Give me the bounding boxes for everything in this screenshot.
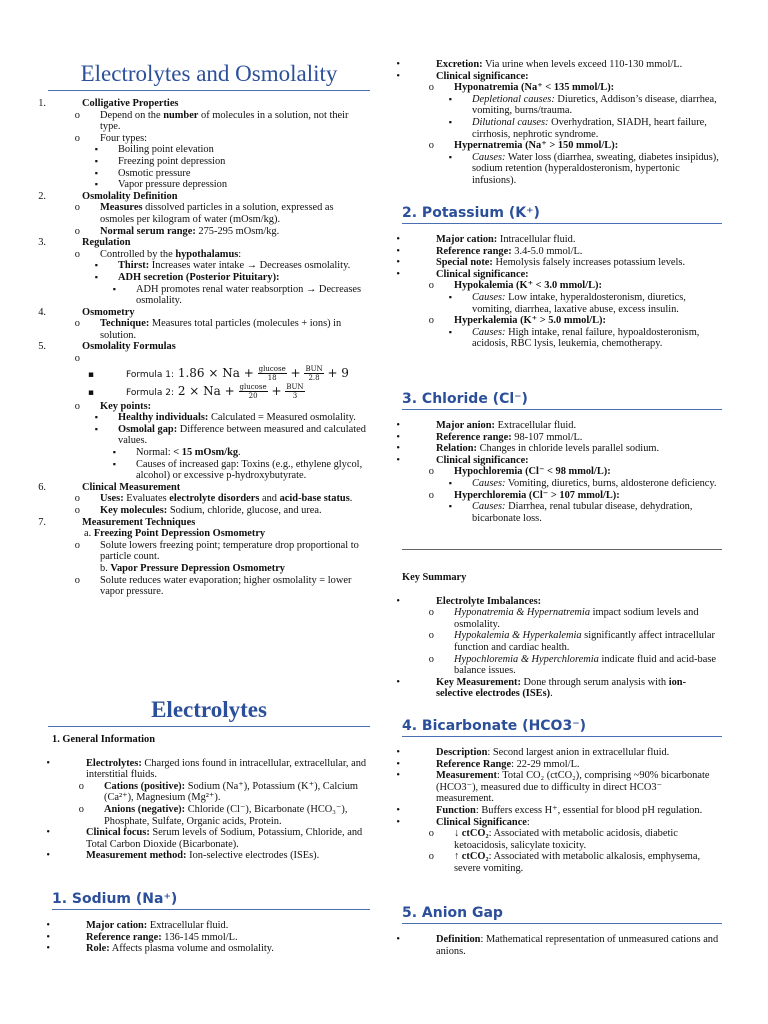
list-item: 1. Colligative Properties o Depend on the number of molecules in a solution, not their type. o Four types: ▪ Boiling point elevation ▪ Freezing point depression ▪ Osmotic pressure ▪ Vapor pressure depression xyxy=(48,98,370,191)
formula-1: ▪ Formula 1: 1.86 × Na + $\frac{\text{glucose}}{18}$ + $\frac{\text{BUN}}{2.8}$ + 9 xyxy=(82,365,370,383)
list-item: ▪ Osmotic pressure xyxy=(100,168,370,180)
list-item: o ↑ ctCO₂: Associated with metabolic alkalosis, emphysema, severe vomiting. xyxy=(436,851,722,874)
list-item: • Special note: Hemolysis falsely increases potassium levels. xyxy=(402,257,722,269)
list-item: o Hyponatremia (Na⁺ < 135 mmol/L): ▪ Depletional causes: Diuretics, Addison’s disease, diarrhea, vomiting, burns/trauma. ▪ Dilutional causes: Overhydration, SIADH, heart failure, cirrhosis, nephrotic syndrome. xyxy=(436,82,722,140)
anion-gap-heading: 5. Anion Gap xyxy=(402,904,722,924)
list-item: • Clinical significance: o Hyponatremia (Na⁺ < 135 mmol/L): ▪ Depletional causes: Diuretics, Addison’s disease, diarrhea, vomiting, burns/trauma. ▪ Dilutional causes: Overhydration, SIADH, heart failure, cirrhosis, nephrotic syndrome. o Hypernatremia (Na⁺ > 150 mmol/L): ▪ Causes: Water loss (diarrhea, sweating, diabetes insipidus), sodium retention (hyperaldosteronism, hypertonic infusions). xyxy=(402,71,722,187)
list-item: o ↓ ctCO₂: Associated with metabolic acidosis, diabetic ketoacidosis, salicylate toxicity. xyxy=(436,828,722,851)
list-item: ▪ Causes: Vomiting, diuretics, burns, aldosterone deficiency. xyxy=(454,478,722,490)
list-item: 3. Regulation o Controlled by the hypothalamus: ▪ Thirst: Increases water intake → Decreases osmolality. ▪ ADH secretion (Posterior Pituitary): ▪ ADH promotes renal water reabsorption → Decreases osmolality. xyxy=(48,237,370,307)
list-item: o Hypochloremia & Hyperchloremia indicate fluid and acid-base balance issues. xyxy=(436,654,722,677)
list-item: 7. Measurement Techniques a. Freezing Point Depression Osmometry o Solute lowers freezing point; temperature drop proportional to particle count. b. Vapor Pressure Depression Osmometry o Solute reduces water evaporation; higher osmolality = lower vapor pressure. xyxy=(48,517,370,598)
list-item: o Cations (positive): Sodium (Na⁺), Potassium (K⁺), Calcium (Ca²⁺), Magnesium (Mg²⁺). xyxy=(86,781,370,804)
list-item: o Normal serum range: 275-295 mOsm/kg. xyxy=(82,226,370,238)
list-item: o Depend on the number of molecules in a solution, not their type. xyxy=(82,110,370,133)
list-item: ▪ Dilutional causes: Overhydration, SIADH, heart failure, cirrhosis, nephrotic syndrome. xyxy=(454,117,722,140)
list-item: • Function: Buffers excess H⁺, essential for blood pH regulation. xyxy=(402,805,722,817)
osmolality-list xyxy=(38,98,370,598)
list-item: 6. Clinical Measurement o Uses: Evaluates electrolyte disorders and acid-base status. o Key molecules: Sodium, chloride, glucose, and urea. xyxy=(48,482,370,517)
list-item: ▪ ADH promotes renal water reabsorption → Decreases osmolality. xyxy=(118,284,370,307)
list-item: o Solute reduces water evaporation; higher osmolality = lower vapor pressure. xyxy=(82,575,370,598)
list-item: • Major cation: Extracellular fluid. xyxy=(52,920,370,932)
sodium-heading: 1. Sodium (Na⁺) xyxy=(52,890,370,910)
list-item: ▪ Normal: < 15 mOsm/kg. xyxy=(118,447,370,459)
list-item: o Anions (negative): Chloride (Cl⁻), Bicarbonate (HCO₃⁻), Phosphate, Sulfate, Organic acids, Protein. xyxy=(86,804,370,827)
list-item: o Hypokalemia (K⁺ < 3.0 mmol/L): ▪ Causes: Low intake, hyperaldosteronism, diuretics, vomiting, diarrhea, laxative abuse, excess insulin. xyxy=(436,280,722,315)
list-item: 5. Osmolality Formulas o ▪ Formula 1: 1.86 × Na + $\frac{\text{glucose}}{18}$ + $\frac{\text{BUN}}{2.8}$ + 9 ▪ Formula 2: 2 × Na + $\frac{\text{glucose}}{20}$ + $\frac{\text{BUN}}{3}$ o Key points: ▪ Healthy individuals: Calculated = Measured osmolality. ▪ Osmolal gap: Difference between measured and calculated values. ▪ Normal: < 15 mOsm/kg. ▪ Causes of increased gap: Toxins (e.g., ethylene glycol, alcohol) or excessive p-hydroxybutyrate. xyxy=(48,341,370,481)
list-item: ▪ Causes: Diarrhea, renal tubular disease, dehydration, bicarbonate loss. xyxy=(454,501,722,524)
list-item: ▪ Healthy individuals: Calculated = Measured osmolality. xyxy=(100,412,370,424)
list-item: • Measurement method: Ion-selective electrodes (ISEs). xyxy=(52,850,370,862)
list-item: • Role: Affects plasma volume and osmolality. xyxy=(52,943,370,955)
list-item: a. Freezing Point Depression Osmometry xyxy=(84,528,266,540)
list-item: ▪ Vapor pressure depression xyxy=(100,179,370,191)
potassium-heading: 2. Potassium (K⁺) xyxy=(402,204,722,224)
list-item: o Hyperkalemia (K⁺ > 5.0 mmol/L): ▪ Causes: High intake, renal failure, hypoaldosteronism, acidosis, RBC lysis, leukemia, chemotherapy. xyxy=(436,315,722,350)
page-title: Electrolytes and Osmolality xyxy=(48,60,370,91)
list-item: • Description: Second largest anion in extracellular fluid. xyxy=(402,747,722,759)
list-item: ▪ Causes: Low intake, hyperaldosteronism, diuretics, vomiting, diarrhea, laxative abuse, excess insulin. xyxy=(454,292,722,315)
list-item: • Definition: Mathematical representation of unmeasured cations and anions. xyxy=(402,934,722,957)
list-item: • Electrolyte Imbalances: o Hyponatremia & Hypernatremia impact sodium levels and osmolality. o Hypokalemia & Hyperkalemia significantly affect intracellular function and cardiac health. o Hypochloremia & Hyperchloremia indicate fluid and acid-base balance issues. xyxy=(402,596,722,677)
list-item: o Measures dissolved particles in a solution, expressed as osmoles per kilogram of water (mOsm/kg). xyxy=(82,202,370,225)
list-item: • Reference Range: 22-29 mmol/L. xyxy=(402,759,722,771)
list-item: ▪ ADH secretion (Posterior Pituitary): ▪ ADH promotes renal water reabsorption → Decreases osmolality. xyxy=(100,272,370,307)
list-item: 2. Osmolality Definition o Measures dissolved particles in a solution, expressed as osmoles per kilogram of water (mOsm/kg). o Normal serum range: 275-295 mOsm/kg. xyxy=(48,191,370,237)
list-item: o Hypochloremia (Cl⁻ < 98 mmol/L): ▪ Causes: Vomiting, diuretics, burns, aldosterone deficiency. xyxy=(436,466,722,489)
chloride-heading: 3. Chloride (Cl⁻) xyxy=(402,390,722,410)
list-item: o Hypokalemia & Hyperkalemia significantly affect intracellular function and cardiac health. xyxy=(436,630,722,653)
formula-2: ▪ Formula 2: 2 × Na + $\frac{\text{glucose}}{20}$ + $\frac{\text{BUN}}{3}$ xyxy=(82,383,370,401)
list-item: • Excretion: Via urine when levels exceed 110-130 mmol/L. xyxy=(402,59,722,71)
list-item: 4. Osmometry o Technique: Measures total particles (molecules + ions) in solution. xyxy=(48,307,370,342)
list-item: • Relation: Changes in chloride levels parallel sodium. xyxy=(402,443,722,455)
list-item: o Solute lowers freezing point; temperature drop proportional to particle count. b. Vapor Pressure Depression Osmometry xyxy=(82,540,370,575)
list-item: ▪ Osmolal gap: Difference between measured and calculated values. ▪ Normal: < 15 mOsm/kg. ▪ Causes of increased gap: Toxins (e.g., ethylene glycol, alcohol) or excessive p-hydroxybutyrate. xyxy=(100,424,370,482)
list-item: • Clinical focus: Serum levels of Sodium, Potassium, Chloride, and Total Carbon Dioxide (Bicarbonate). xyxy=(52,827,370,850)
list-item: o Hyperchloremia (Cl⁻ > 107 mmol/L): ▪ Causes: Diarrhea, renal tubular disease, dehydration, bicarbonate loss. xyxy=(436,490,722,525)
bicarbonate-heading: 4. Bicarbonate (HCO3⁻) xyxy=(402,717,722,737)
list-item: o Hypernatremia (Na⁺ > 150 mmol/L): ▪ Causes: Water loss (diarrhea, sweating, diabetes insipidus), sodium retention (hyperaldosteronism, hypertonic infusions). xyxy=(436,140,722,186)
divider xyxy=(402,549,722,550)
list-item: ▪ Thirst: Increases water intake → Decreases osmolality. xyxy=(100,260,370,272)
list-item xyxy=(82,353,370,365)
list-item: • Electrolytes: Charged ions found in intracellular, extracellular, and interstitial fluids. o Cations (positive): Sodium (Na⁺), Potassium (K⁺), Calcium (Ca²⁺), Magnesium (Mg²⁺). o Anions (negative): Chloride (Cl⁻), Bicarbonate (HCO₃⁻), Phosphate, Sulfate, Organic acids, Protein. xyxy=(52,758,370,828)
list-item: o Key molecules: Sodium, chloride, glucose, and urea. xyxy=(82,505,370,517)
list-item: o Key points: ▪ Healthy individuals: Calculated = Measured osmolality. ▪ Osmolal gap: Difference between measured and calculated values. ▪ Normal: < 15 mOsm/kg. ▪ Causes of increased gap: Toxins (e.g., ethylene glycol, alcohol) or excessive p-hydroxybutyrate. xyxy=(82,401,370,482)
list-item: b. Vapor Pressure Depression Osmometry xyxy=(100,562,286,574)
list-item: ▪ Boiling point elevation xyxy=(100,144,370,156)
list-item: • Clinical significance: o Hypochloremia (Cl⁻ < 98 mmol/L): ▪ Causes: Vomiting, diuretics, burns, aldosterone deficiency. o Hyperchloremia (Cl⁻ > 107 mmol/L): ▪ Causes: Diarrhea, renal tubular disease, dehydration, bicarbonate loss. xyxy=(402,455,722,525)
list-item: • Key Measurement: Done through serum analysis with ion-selective electrodes (ISEs). xyxy=(402,677,722,700)
list-item: ▪ Freezing point depression xyxy=(100,156,370,168)
list-item: o Uses: Evaluates electrolyte disorders and acid-base status. xyxy=(82,493,370,505)
list-item: • Clinical significance: o Hypokalemia (K⁺ < 3.0 mmol/L): ▪ Causes: Low intake, hyperaldosteronism, diuretics, vomiting, diarrhea, laxative abuse, excess insulin. o Hyperkalemia (K⁺ > 5.0 mmol/L): ▪ Causes: High intake, renal failure, hypoaldosteronism, acidosis, RBC lysis, leukemia, chemotherapy. xyxy=(402,269,722,350)
key-summary-heading: Key Summary xyxy=(402,572,467,583)
list-item: o Hyponatremia & Hypernatremia impact sodium levels and osmolality. xyxy=(436,607,722,630)
list-item: • Reference range: 3.4-5.0 mmol/L. xyxy=(402,246,722,258)
list-item: ▪ Depletional causes: Diuretics, Addison’s disease, diarrhea, vomiting, burns/trauma. xyxy=(454,94,722,117)
list-item: o Technique: Measures total particles (molecules + ions) in solution. xyxy=(82,318,370,341)
list-item: o Four types: ▪ Boiling point elevation ▪ Freezing point depression ▪ Osmotic pressure ▪ Vapor pressure depression xyxy=(82,133,370,191)
list-item: ▪ Causes: Water loss (diarrhea, sweating, diabetes insipidus), sodium retention (hyperaldosteronism, hypertonic infusions). xyxy=(454,152,722,187)
electrolytes-title: Electrolytes xyxy=(48,696,370,727)
list-item: • Measurement: Total CO₂ (ctCO₂), comprising ~90% bicarbonate (HCO3⁻), measured due to difficulty in direct HCO3⁻ measurement. xyxy=(402,770,722,805)
list-item: • Major cation: Intracellular fluid. xyxy=(402,234,722,246)
list-item: • Reference range: 136-145 mmol/L. xyxy=(52,932,370,944)
list-item: ▪ Causes of increased gap: Toxins (e.g., ethylene glycol, alcohol) or excessive p-hydroxybutyrate. xyxy=(118,459,370,482)
list-item: • Clinical Significance: o ↓ ctCO₂: Associated with metabolic acidosis, diabetic ketoacidosis, salicylate toxicity. o ↑ ctCO₂: Associated with metabolic alkalosis, emphysema, severe vomiting. xyxy=(402,817,722,875)
list-item: o Controlled by the hypothalamus: ▪ Thirst: Increases water intake → Decreases osmolality. ▪ ADH secretion (Posterior Pituitary): ▪ ADH promotes renal water reabsorption → Decreases osmolality. xyxy=(82,249,370,307)
list-item: • Major anion: Extracellular fluid. xyxy=(402,420,722,432)
general-info-heading: 1. General Information xyxy=(52,734,156,745)
list-item: • Reference range: 98-107 mmol/L. xyxy=(402,432,722,444)
list-item: ▪ Causes: High intake, renal failure, hypoaldosteronism, acidosis, RBC lysis, leukemia, chemotherapy. xyxy=(454,327,722,350)
